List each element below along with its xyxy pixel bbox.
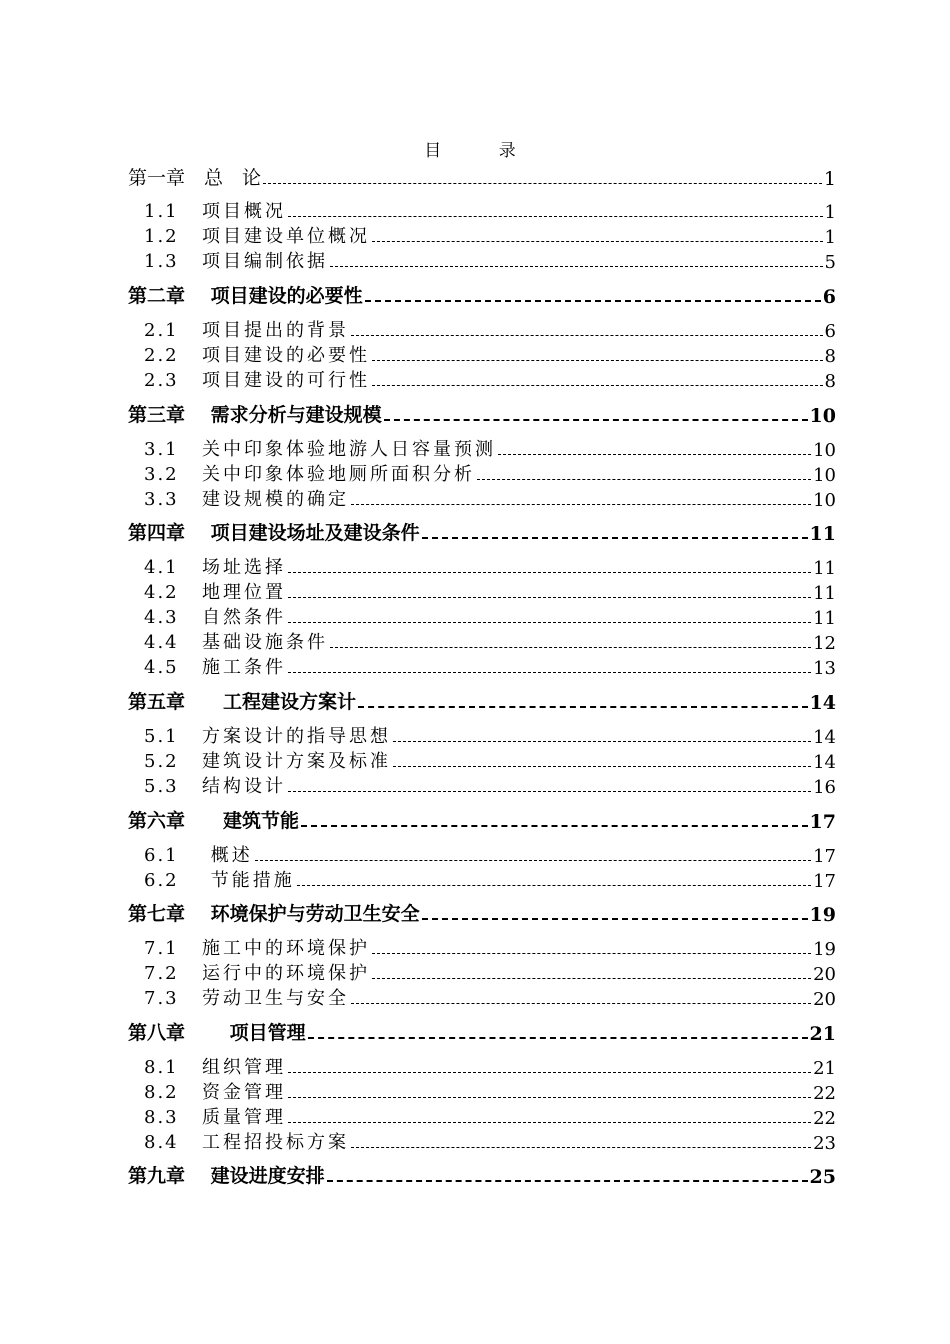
- section-title: [144, 772, 286, 798]
- toc-section-entry[interactable]: [144, 462, 836, 486]
- toc-section-entry[interactable]: [144, 318, 836, 342]
- toc-chapter-entry[interactable]: [128, 1164, 836, 1188]
- page-number: 19: [813, 939, 836, 960]
- dot-leader: [288, 1097, 811, 1098]
- section-title: [144, 653, 286, 679]
- page-number: 12: [813, 633, 836, 654]
- section-title: [144, 959, 370, 985]
- section-number: 6.2: [144, 870, 179, 891]
- section-text: 关中印象体验地游人日容量预测: [202, 439, 496, 460]
- page-number: 8: [824, 346, 836, 367]
- section-number: 5.3: [144, 776, 179, 797]
- page-number: 10: [813, 465, 836, 486]
- section-text: 施工条件: [202, 657, 286, 678]
- section-text: 施工中的环境保护: [202, 938, 370, 959]
- page-number: 16: [813, 777, 836, 798]
- toc-section-entry[interactable]: [144, 249, 836, 273]
- page-number: 19: [809, 904, 836, 926]
- page-number: 1: [824, 227, 836, 248]
- page-number: 1: [823, 168, 836, 190]
- section-number: 7.3: [144, 988, 179, 1009]
- dot-leader: [301, 825, 808, 827]
- page-number: 17: [813, 846, 836, 867]
- dot-leader: [288, 572, 811, 573]
- dot-leader: [351, 335, 823, 336]
- toc-section-entry[interactable]: [144, 605, 836, 629]
- dot-leader: [288, 791, 811, 792]
- dot-leader: [365, 300, 821, 302]
- dot-leader: [384, 419, 808, 421]
- dot-leader: [288, 672, 811, 673]
- dot-leader: [288, 597, 811, 598]
- toc-section-entry[interactable]: [144, 724, 836, 748]
- dot-leader: [308, 1037, 808, 1039]
- section-text: 项目编制依据: [202, 251, 328, 272]
- toc-chapter-entry[interactable]: [128, 521, 836, 545]
- toc-chapter-entry[interactable]: [128, 403, 836, 427]
- toc-section-entry[interactable]: [144, 774, 836, 798]
- section-number: 4.3: [144, 607, 179, 628]
- dot-leader: [372, 385, 823, 386]
- section-text: 项目建设的必要性: [202, 345, 370, 366]
- section-text: 项目概况: [202, 201, 286, 222]
- section-number: 4.5: [144, 657, 179, 678]
- page-number: 5: [824, 252, 836, 273]
- section-title: [144, 578, 286, 604]
- section-text: 运行中的环境保护: [202, 963, 370, 984]
- chapter-title: 第二章 项目建设的必要性: [128, 285, 363, 307]
- toc-section-entry[interactable]: [144, 224, 836, 248]
- section-title: [144, 747, 391, 773]
- section-text: 关中印象体验地厕所面积分析: [202, 464, 475, 485]
- section-number: 7.1: [144, 938, 179, 959]
- section-number: 3.3: [144, 489, 179, 510]
- page-number: 22: [813, 1083, 836, 1104]
- toc-section-entry[interactable]: [144, 368, 836, 392]
- toc-section-entry[interactable]: [144, 936, 836, 960]
- section-number: 3.1: [144, 439, 179, 460]
- dot-leader: [330, 266, 823, 267]
- section-text: 方案设计的指导思想: [202, 726, 391, 747]
- section-text: 项目提出的背景: [202, 320, 349, 341]
- toc-section-entry[interactable]: [144, 961, 836, 985]
- dot-leader: [288, 216, 823, 217]
- chapter-title: 第八章 项目管理: [128, 1022, 306, 1044]
- section-number: 1.1: [144, 201, 179, 222]
- page-number: 10: [809, 405, 836, 427]
- dot-leader: [498, 454, 811, 455]
- section-text: 地理位置: [202, 582, 286, 603]
- section-title: [144, 722, 391, 748]
- section-number: 4.1: [144, 557, 179, 578]
- chapter-title: 第五章 工程建设方案计: [128, 691, 357, 713]
- section-number: 6.1: [144, 845, 179, 866]
- section-text: 基础设施条件: [202, 632, 328, 653]
- toc-section-entry[interactable]: [144, 630, 836, 654]
- chapter-title: 第三章 需求分析与建设规模: [128, 404, 382, 426]
- page-number: 21: [809, 1023, 836, 1045]
- toc-section-entry[interactable]: [144, 555, 836, 579]
- section-text: 项目建设单位概况: [202, 226, 370, 247]
- section-number: 3.2: [144, 464, 179, 485]
- dot-leader: [422, 918, 808, 920]
- dot-leader: [422, 537, 808, 539]
- section-title: [144, 1078, 286, 1104]
- dot-leader: [288, 1072, 811, 1073]
- section-title: [144, 866, 295, 892]
- section-title: [144, 628, 328, 654]
- section-number: 2.2: [144, 345, 179, 366]
- section-text: 自然条件: [202, 607, 286, 628]
- toc-section-entry[interactable]: [144, 655, 836, 679]
- dot-leader: [358, 706, 808, 708]
- section-title: [144, 485, 349, 511]
- dot-leader: [372, 953, 811, 954]
- dot-leader: [327, 1180, 808, 1182]
- section-title: [144, 435, 496, 461]
- section-number: 5.1: [144, 726, 179, 747]
- section-number: 8.1: [144, 1057, 179, 1078]
- dot-leader: [477, 479, 811, 480]
- toc-chapter-entry[interactable]: [128, 284, 836, 308]
- toc-section-entry[interactable]: [144, 986, 836, 1010]
- page-number: 22: [813, 1108, 836, 1129]
- section-text: 质量管理: [202, 1107, 286, 1128]
- toc-section-entry[interactable]: [144, 343, 836, 367]
- page-number: 14: [813, 752, 836, 773]
- toc-chapter-entry[interactable]: [128, 902, 836, 926]
- chapter-title: 第六章 建筑节能: [128, 810, 300, 832]
- toc-section-entry[interactable]: [144, 580, 836, 604]
- section-text: 建筑设计方案及标准: [202, 751, 391, 772]
- section-text: 项目建设的可行性: [202, 370, 370, 391]
- section-title: [144, 460, 475, 486]
- section-title: [144, 553, 286, 579]
- dot-leader: [351, 504, 811, 505]
- section-number: 1.3: [144, 251, 179, 272]
- page-number: 11: [813, 558, 836, 579]
- section-text: 建设规模的确定: [202, 489, 349, 510]
- page-number: 25: [809, 1166, 836, 1188]
- section-title: [144, 984, 349, 1010]
- section-number: 2.1: [144, 320, 179, 341]
- section-title: [144, 247, 328, 273]
- section-number: 5.2: [144, 751, 179, 772]
- page-number: 20: [813, 989, 836, 1010]
- toc-section-entry[interactable]: [144, 1080, 836, 1104]
- section-number: 4.2: [144, 582, 179, 603]
- toc-section-entry[interactable]: [144, 1105, 836, 1129]
- dot-leader: [372, 241, 823, 242]
- toc-section-entry[interactable]: [144, 749, 836, 773]
- section-title: [144, 1103, 286, 1129]
- dot-leader: [372, 360, 823, 361]
- toc-section-entry[interactable]: [144, 1055, 836, 1079]
- dot-leader: [372, 978, 811, 979]
- section-number: 2.3: [144, 370, 179, 391]
- dot-leader: [263, 183, 822, 184]
- section-title: [144, 366, 370, 392]
- page-number: 21: [813, 1058, 836, 1079]
- toc-section-entry[interactable]: [144, 1130, 836, 1154]
- section-text: 劳动卫生与安全: [202, 988, 349, 1009]
- section-text: 节能措施: [202, 870, 295, 891]
- dot-leader: [393, 766, 811, 767]
- toc-chapter-entry[interactable]: [128, 1021, 836, 1045]
- toc-chapter-entry[interactable]: [128, 690, 836, 714]
- dot-leader: [351, 1147, 811, 1148]
- section-text: 资金管理: [202, 1082, 286, 1103]
- section-title: [144, 1128, 349, 1154]
- page-number: 10: [813, 490, 836, 511]
- page-number: 6: [824, 321, 836, 342]
- chapter-title: 第一章 总 论: [128, 167, 262, 189]
- toc-chapter-entry[interactable]: [128, 166, 836, 190]
- section-number: 7.2: [144, 963, 179, 984]
- toc-title: 目 录: [424, 141, 542, 161]
- page-number: 14: [813, 727, 836, 748]
- section-text: 组织管理: [202, 1057, 286, 1078]
- chapter-title: 第九章 建设进度安排: [128, 1165, 325, 1187]
- section-title: [144, 341, 370, 367]
- page-number: 23: [813, 1133, 836, 1154]
- section-title: [144, 197, 286, 223]
- section-text: 工程招投标方案: [202, 1132, 349, 1153]
- chapter-title: 第七章 环境保护与劳动卫生安全: [128, 903, 420, 925]
- section-title: [144, 1053, 286, 1079]
- section-title: [144, 222, 370, 248]
- dot-leader: [393, 741, 811, 742]
- page-number: 11: [813, 583, 836, 604]
- page-number: 1: [824, 202, 836, 223]
- toc-section-entry[interactable]: [144, 437, 836, 461]
- toc-section-entry[interactable]: [144, 199, 836, 223]
- section-number: 8.2: [144, 1082, 179, 1103]
- section-title: [144, 934, 370, 960]
- section-number: 1.2: [144, 226, 179, 247]
- toc-chapter-entry[interactable]: [128, 809, 836, 833]
- chapter-title: 第四章 项目建设场址及建设条件: [128, 522, 420, 544]
- toc-section-entry[interactable]: [144, 843, 836, 867]
- page-number: 10: [813, 440, 836, 461]
- page-number: 14: [809, 692, 836, 714]
- page-number: 20: [813, 964, 836, 985]
- section-text: 概述: [202, 845, 253, 866]
- section-number: 8.3: [144, 1107, 179, 1128]
- section-number: 8.4: [144, 1132, 179, 1153]
- section-title: [144, 841, 253, 867]
- page-number: 17: [813, 871, 836, 892]
- page-number: 17: [809, 811, 836, 833]
- toc-section-entry[interactable]: [144, 487, 836, 511]
- toc-section-entry[interactable]: [144, 868, 836, 892]
- dot-leader: [297, 885, 811, 886]
- page-number: 11: [809, 523, 836, 545]
- dot-leader: [255, 860, 811, 861]
- section-text: 场址选择: [202, 557, 286, 578]
- dot-leader: [288, 1122, 811, 1123]
- dot-leader: [288, 622, 811, 623]
- section-text: 结构设计: [202, 776, 286, 797]
- page-number: 13: [813, 658, 836, 679]
- page-number: 11: [813, 608, 836, 629]
- page-number: 6: [822, 286, 836, 308]
- dot-leader: [351, 1003, 811, 1004]
- section-title: [144, 603, 286, 629]
- page-number: 8: [824, 371, 836, 392]
- section-number: 4.4: [144, 632, 179, 653]
- dot-leader: [330, 647, 811, 648]
- section-title: [144, 316, 349, 342]
